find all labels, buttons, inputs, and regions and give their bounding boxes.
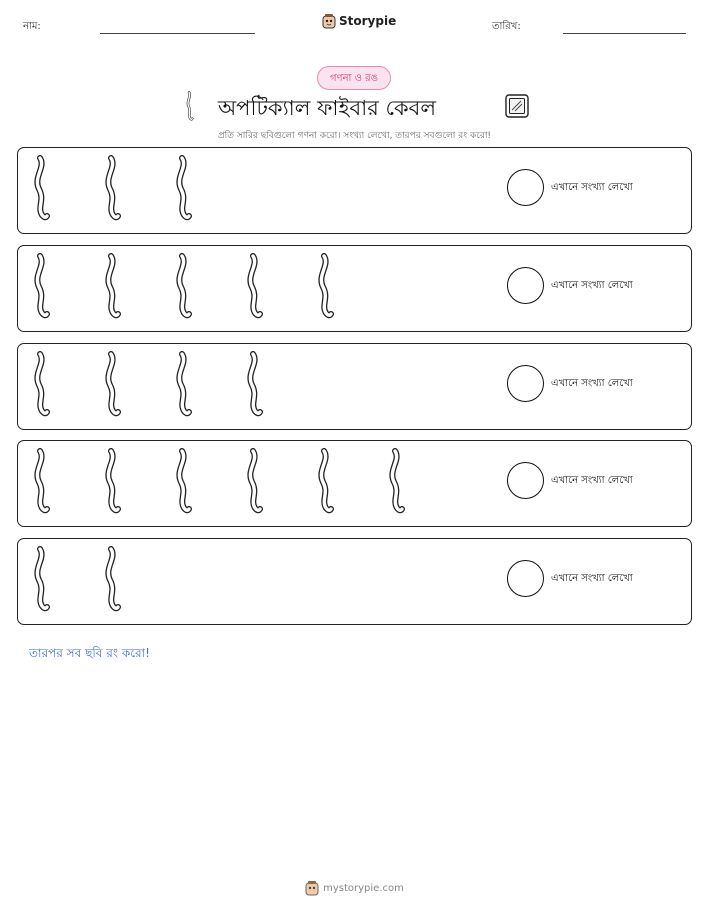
optical-fiber-cable-icon[interactable] [101,351,125,417]
name-label: নাম: [23,21,41,32]
answer-prompt: এখানে সংখ্যা লেখো [551,182,633,193]
answer-circle[interactable] [507,462,544,499]
instructions: প্রতি সারির ছবিগুলো গণনা করো। সংখ্যা লেখো, তারপর সবগুলো রং করো! [217,131,492,141]
picture-frame-icon [505,94,529,118]
answer-circle[interactable] [507,267,544,304]
optical-fiber-cable-icon[interactable] [243,448,267,514]
site-footer [0,880,709,896]
optical-fiber-cable-icon[interactable] [243,253,267,319]
answer-circle[interactable] [507,560,544,597]
answer-circle[interactable] [507,169,544,206]
storypie-mascot-icon [322,13,336,29]
optical-fiber-cable-icon[interactable] [314,448,338,514]
answer-prompt: এখানে সংখ্যা লেখো [551,280,633,291]
answer-circle[interactable] [507,365,544,402]
fiber-cable-icon [183,91,197,121]
date-label: তারিখ: [492,21,521,32]
count-row-5 [17,538,692,625]
optical-fiber-cable-icon[interactable] [243,351,267,417]
category-badge: গণনা ও রঙ [317,66,391,90]
optical-fiber-cable-icon[interactable] [30,448,54,514]
storypie-mascot-icon [305,880,319,896]
count-row-2 [17,245,692,332]
optical-fiber-cable-icon[interactable] [101,546,125,612]
optical-fiber-cable-icon[interactable] [314,253,338,319]
optical-fiber-cable-icon[interactable] [101,253,125,319]
title-row [0,90,709,124]
storypie-logo [322,13,396,29]
optical-fiber-cable-icon[interactable] [30,253,54,319]
count-row-1 [17,147,692,234]
footer-note: তারপর সব ছবি রং করো! [29,646,150,660]
brand-name: Storypie [339,14,397,28]
optical-fiber-cable-icon[interactable] [385,448,409,514]
optical-fiber-cable-icon[interactable] [172,351,196,417]
answer-prompt: এখানে সংখ্যা লেখো [551,475,633,486]
optical-fiber-cable-icon[interactable] [101,155,125,221]
answer-prompt: এখানে সংখ্যা লেখো [551,573,633,584]
optical-fiber-cable-icon[interactable] [30,351,54,417]
page-title: অপটিক্যাল ফাইবার কেবল [218,96,436,120]
answer-prompt: এখানে সংখ্যা লেখো [551,378,633,389]
optical-fiber-cable-icon[interactable] [172,448,196,514]
date-line[interactable] [563,33,686,34]
optical-fiber-cable-icon[interactable] [30,155,54,221]
count-row-3 [17,343,692,430]
optical-fiber-cable-icon[interactable] [101,448,125,514]
count-row-4 [17,440,692,527]
site-url: mystorypie.com [323,882,404,894]
name-line[interactable] [100,33,255,34]
optical-fiber-cable-icon[interactable] [172,253,196,319]
optical-fiber-cable-icon[interactable] [172,155,196,221]
optical-fiber-cable-icon[interactable] [30,546,54,612]
